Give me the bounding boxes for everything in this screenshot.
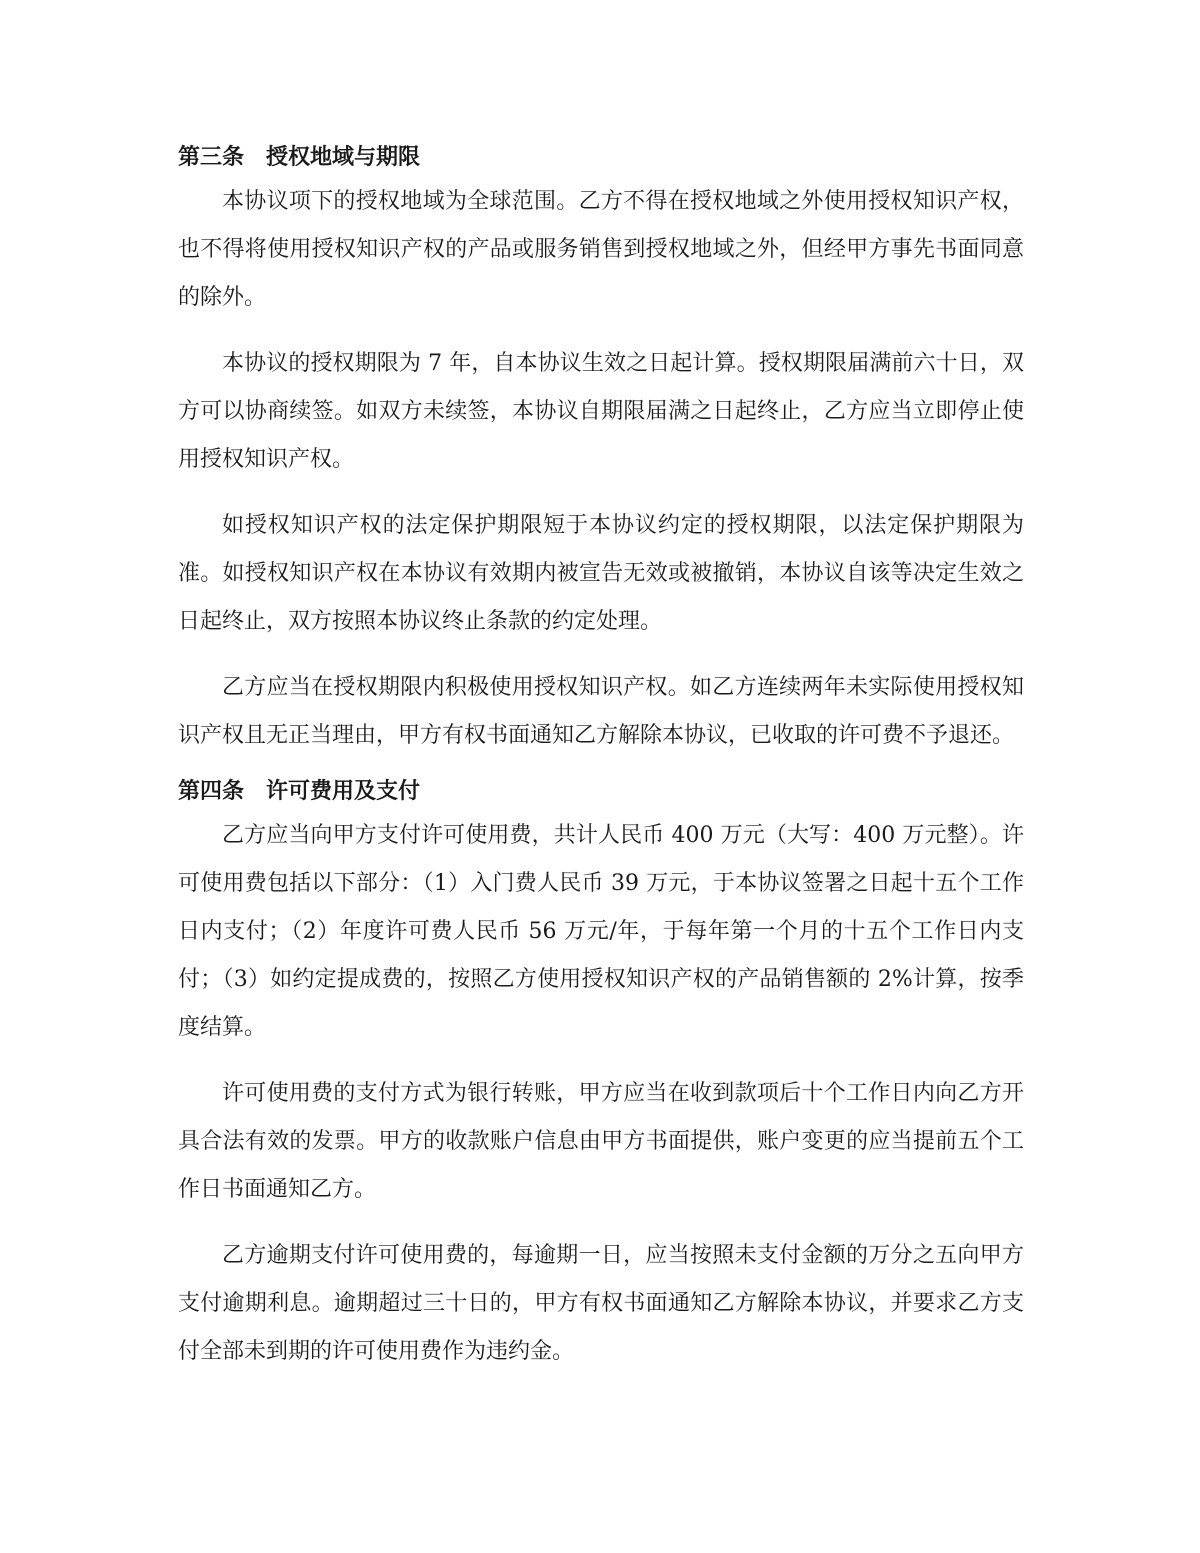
paragraph: 乙方逾期支付许可使用费的，每逾期一日，应当按照未支付金额的万分之五向甲方支付逾期利息。逾期超过三十日的，甲方有权书面通知乙方解除本协议，并要求乙方支付全部未到期的许可使用费作为违约金。 (178, 1243, 1024, 1364)
document-body (178, 138, 1024, 1376)
section-heading-article-3: 第三条 授权地域与期限 (178, 145, 421, 170)
paragraph: 如授权知识产权的法定保护期限短于本协议约定的授权期限，以法定保护期限为准。如授权知识产权在本协议有效期内被宣告无效或被撤销，本协议自该等决定生效之日起终止，双方按照本协议终止条款的约定处理。 (178, 513, 1024, 634)
paragraph: 乙方应当向甲方支付许可使用费，共计人民币 400 万元（大写：400 万元整）。许可使用费包括以下部分：（1）入门费人民币 39 万元，于本协议签署之日起十五个工作日内支付；（2）年度许可费人民币 56 万元/年，于每年第一个月的十五个工作日内支付；（3）如约定提成费的，按照乙方使用授权知识产权的产品销售额的 2%计算，按季度结算。 (178, 823, 1024, 1040)
paragraph: 许可使用费的支付方式为银行转账，甲方应当在收到款项后十个工作日内向乙方开具合法有效的发票。甲方的收款账户信息由甲方书面提供，账户变更的应当提前五个工作日书面通知乙方。 (178, 1081, 1024, 1202)
paragraph: 乙方应当在授权期限内积极使用授权知识产权。如乙方连续两年未实际使用授权知识产权且无正当理由，甲方有权书面通知乙方解除本协议，已收取的许可费不予退还。 (178, 675, 1024, 748)
paragraph: 本协议项下的授权地域为全球范围。乙方不得在授权地域之外使用授权知识产权，也不得将使用授权知识产权的产品或服务销售到授权地域之外，但经甲方事先书面同意的除外。 (178, 189, 1024, 310)
paragraph: 本协议的授权期限为 7 年，自本协议生效之日起计算。授权期限届满前六十日，双方可以协商续签。如双方未续签，本协议自期限届满之日起终止，乙方应当立即停止使用授权知识产权。 (178, 351, 1024, 472)
section-heading-article-4: 第四条 许可费用及支付 (178, 779, 421, 804)
